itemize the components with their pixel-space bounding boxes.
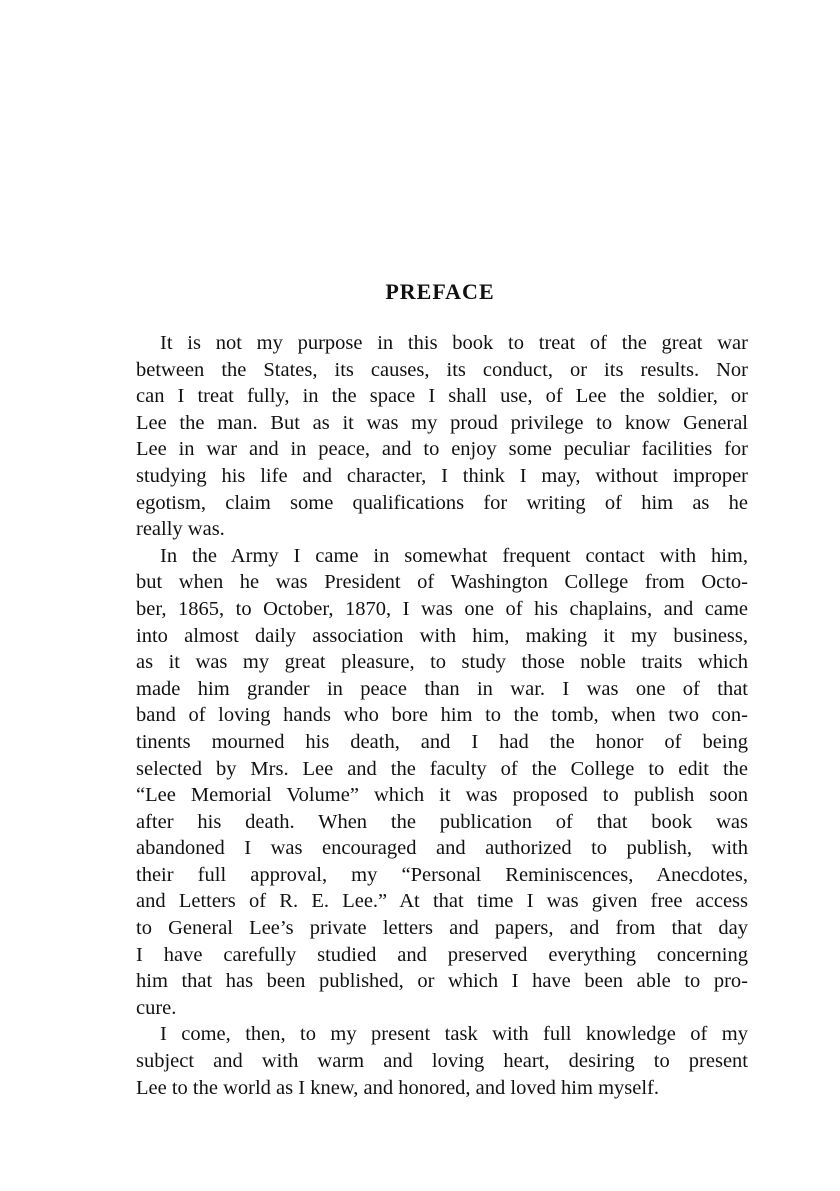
text-line: can I treat fully, in the space I shall use, of Lee the soldier, or: [136, 385, 748, 408]
text-line: I come, then, to my present task with full knowledge of my: [160, 1023, 748, 1046]
text-line: between the States, its causes, its conduct, or its results. Nor: [136, 358, 748, 381]
text-line: In the Army I came in somewhat frequent contact with him,: [160, 544, 748, 567]
paragraph-3: [136, 1021, 748, 1101]
page-title: PREFACE: [385, 279, 495, 304]
text-line: It is not my purpose in this book to treat of the great war: [160, 332, 748, 354]
text-line: Lee in war and in peace, and to enjoy some peculiar facilities for: [136, 438, 748, 461]
text-line: Lee to the world as I knew, and honored, and loved him myself.: [136, 1076, 659, 1099]
text-line: but when he was President of Washington College from Octo-: [136, 571, 748, 594]
text-line: after his death. When the publication of that book was: [136, 810, 748, 833]
text-line: as it was my great pleasure, to study those noble traits which: [136, 651, 748, 674]
preface-body: [136, 330, 748, 1101]
text-line: abandoned I was encouraged and authorized to publish, with: [136, 837, 748, 860]
text-line: really was.: [136, 518, 225, 541]
paragraph-2: [136, 543, 748, 1022]
text-line: tinents mourned his death, and I had the honor of being: [136, 730, 748, 753]
text-line: subject and with warm and loving heart, desiring to present: [136, 1050, 748, 1073]
text-line: him that has been published, or which I have been able to pro-: [136, 970, 748, 993]
text-line: to General Lee’s private letters and papers, and from that day: [136, 917, 748, 940]
text-line: and Letters of R. E. Lee.” At that time I was given free access: [136, 890, 748, 913]
text-line: cure.: [136, 996, 177, 1019]
text-line: band of loving hands who bore him to the tomb, when two con-: [136, 704, 748, 727]
text-line: “Lee Memorial Volume” which it was proposed to publish soon: [136, 784, 748, 807]
text-line: ber, 1865, to October, 1870, I was one of his chaplains, and came: [136, 597, 748, 620]
text-line: into almost daily association with him, making it my business,: [136, 624, 748, 647]
text-line: egotism, claim some qualifications for writing of him as he: [136, 491, 748, 514]
text-line: made him grander in peace than in war. I was one of that: [136, 677, 748, 700]
text-line: their full approval, my “Personal Reminiscences, Anecdotes,: [136, 863, 748, 886]
text-line: selected by Mrs. Lee and the faculty of the College to edit the: [136, 757, 748, 780]
text-line: I have carefully studied and preserved everything concerning: [136, 943, 748, 966]
text-line: Lee the man. But as it was my proud privilege to know General: [136, 411, 748, 434]
paragraph-1: [136, 330, 748, 543]
text-line: studying his life and character, I think I may, without improper: [136, 464, 748, 487]
